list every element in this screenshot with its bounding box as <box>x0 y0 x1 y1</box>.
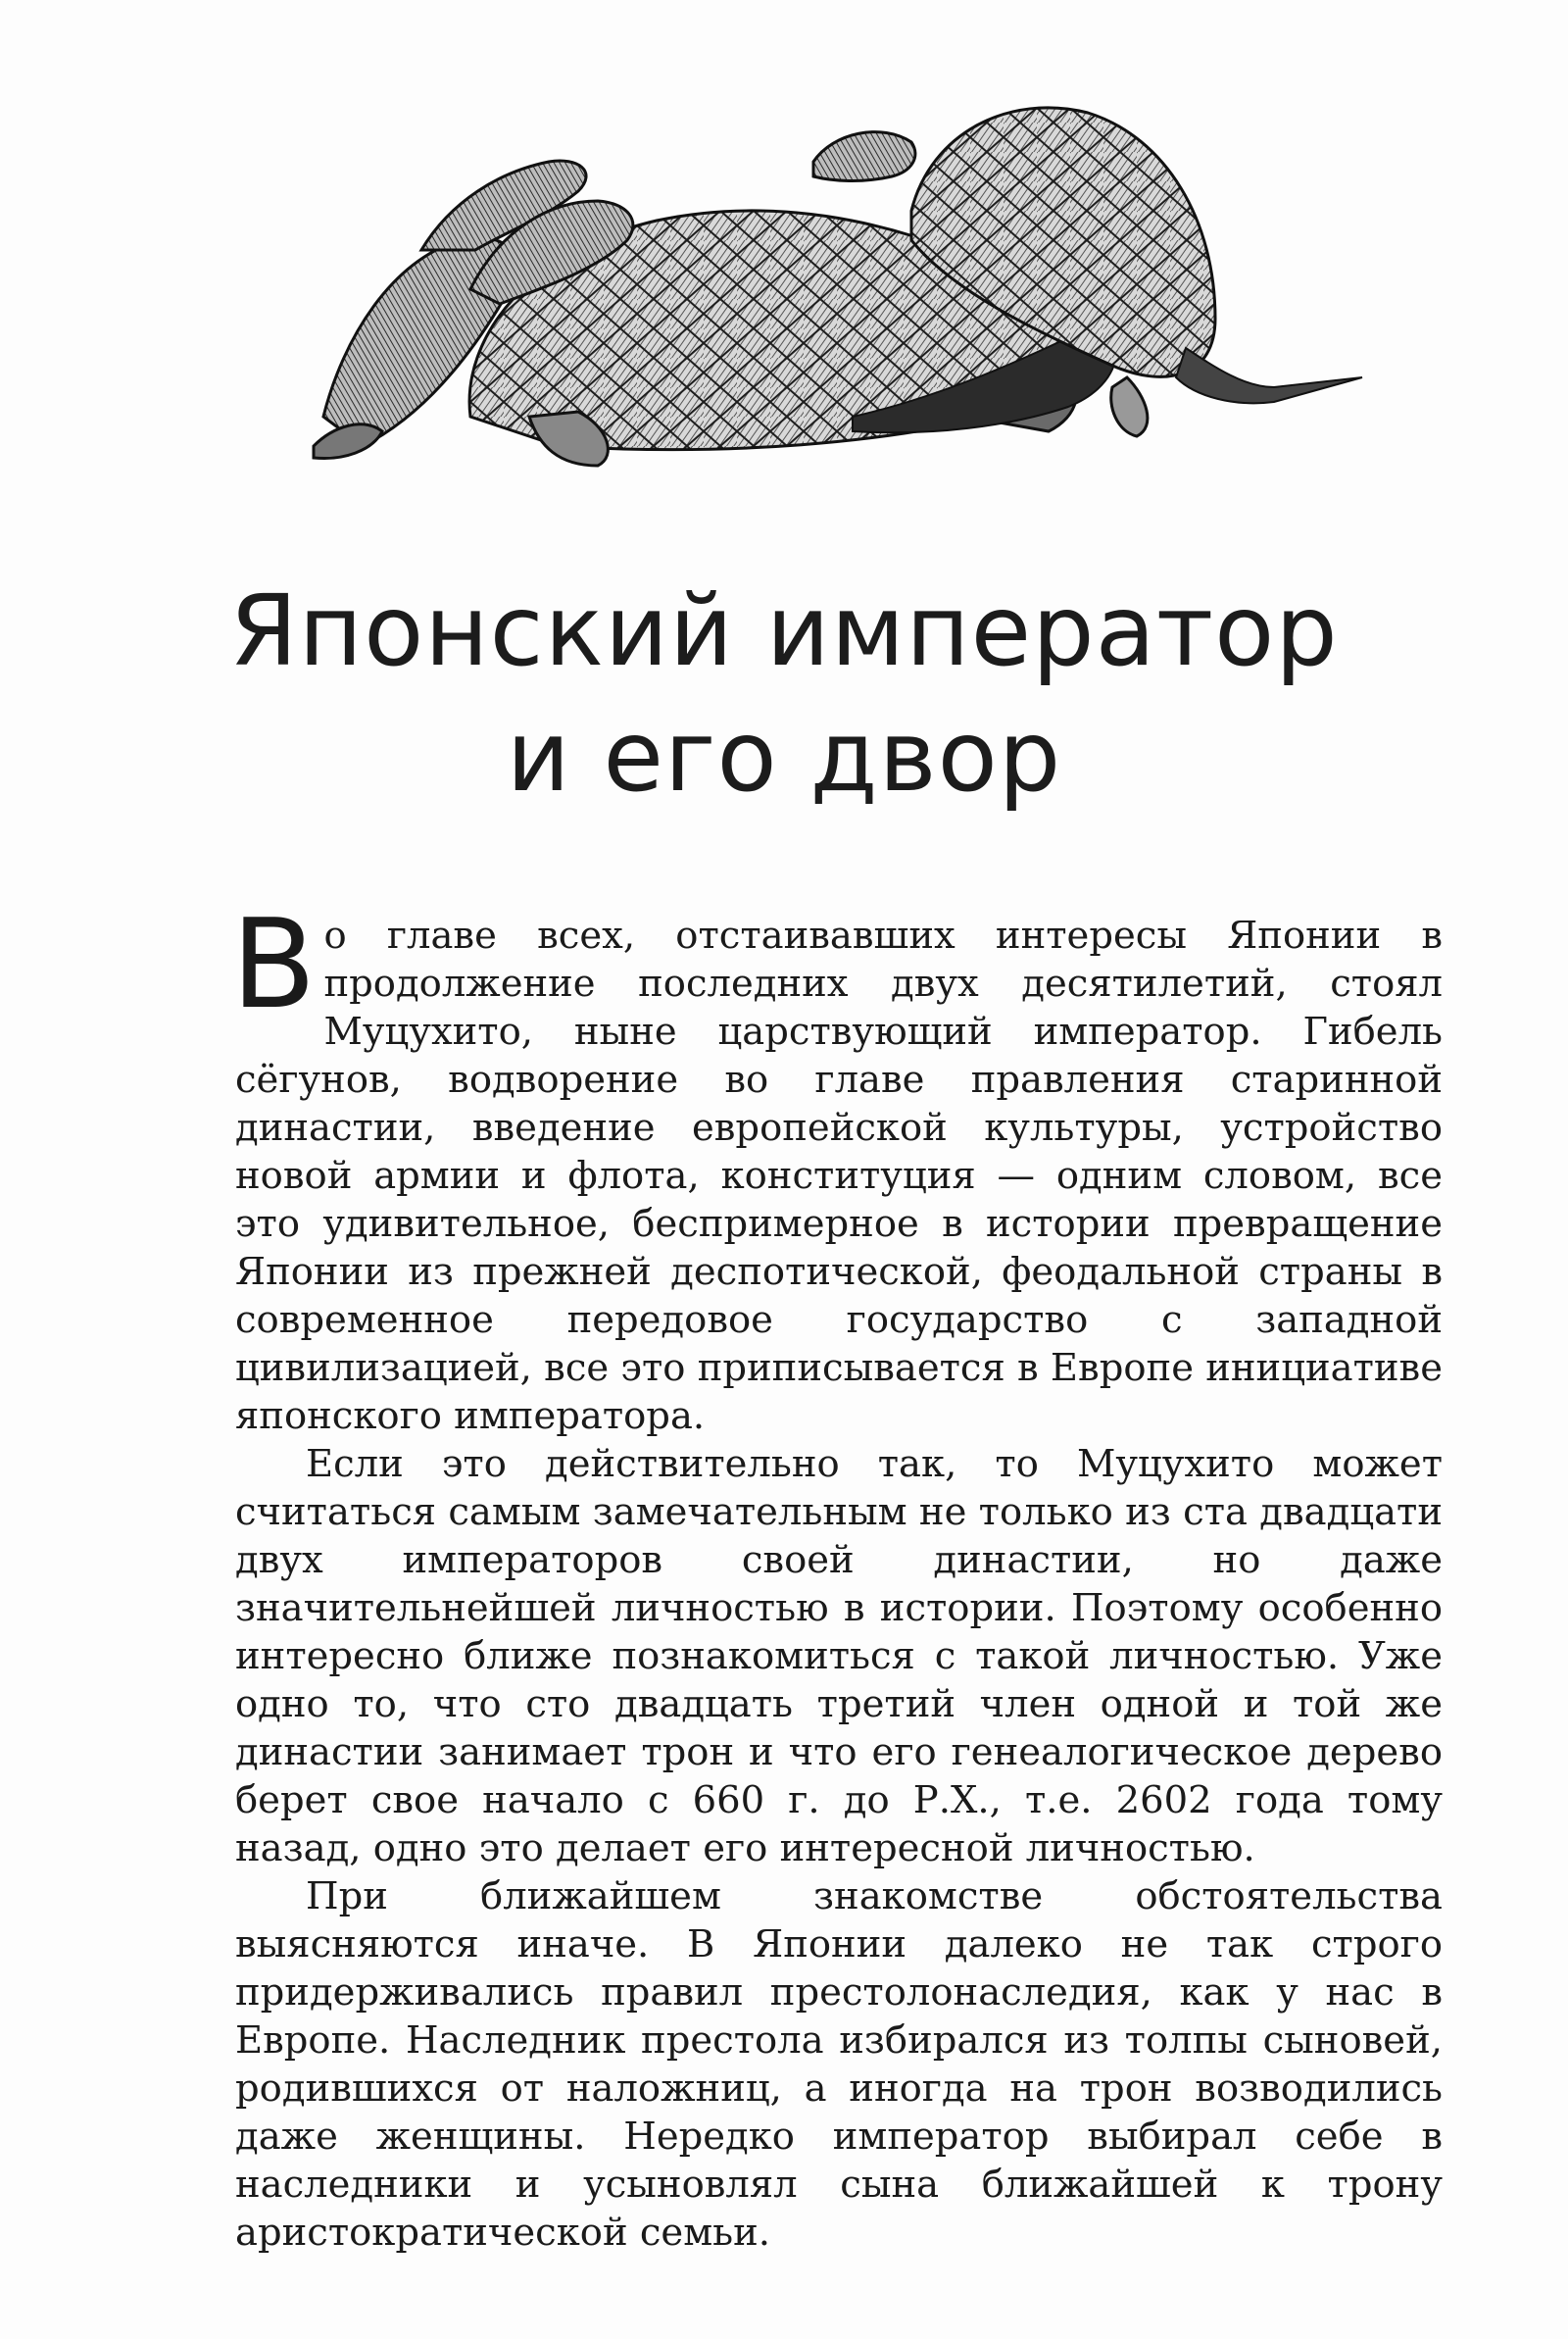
chapter-title-line-1: Японский император <box>229 573 1339 688</box>
turtles-illustration-icon <box>304 93 1401 554</box>
paragraph-1 <box>231 892 1443 1440</box>
chapter-body <box>231 892 1443 2257</box>
drop-cap: В <box>231 892 317 1036</box>
paragraph-1-text: о главе всех, отстаивавших интересы Японии в продолжение последних двух десятилетий, стоял Муцухито, ныне царствующий император. Гибель сёгунов, водворение во главе правления старинной династии, введение европейской культуры, устройство новой армии и флота, конституция — одним словом, все это удивительное, беспримерное в истории превращение Японии из прежней деспотической, феодальной страны в современное передовое государство с западной цивилизацией, все это приписывается в Европе инициативе японского императора. <box>235 914 1443 1438</box>
paragraph-2: Если это действительно так, то Муцухито может считаться самым замечательным не только из ста двадцати двух императоров своей династии, но даже значительнейшей личностью в истории. Поэтому особенно интересно ближе познакомиться с такой личностью. Уже одно то, что сто двадцать третий член одной и той же династии занимает трон и что его генеалогическое дерево берет свое начало с 660 г. до Р.Х., т.е. 2602 года тому назад, одно это делает его интересной личностью. <box>235 1442 1443 1870</box>
paragraph-3: При ближайшем знакомстве обстоятельства выясняются иначе. В Японии далеко не так строго придерживались правил престолонаследия, как у нас в Европе. Наследник престола избирался из толпы сыновей, родившихся от наложниц, а иногда на трон возводились даже женщины. Нередко император выбирал себе в наследники и усыновлял сына ближайшей к трону аристократической семьи. <box>235 1874 1443 2255</box>
chapter-title-line-2: и его двор <box>506 699 1062 814</box>
chapter-title <box>147 569 1421 820</box>
